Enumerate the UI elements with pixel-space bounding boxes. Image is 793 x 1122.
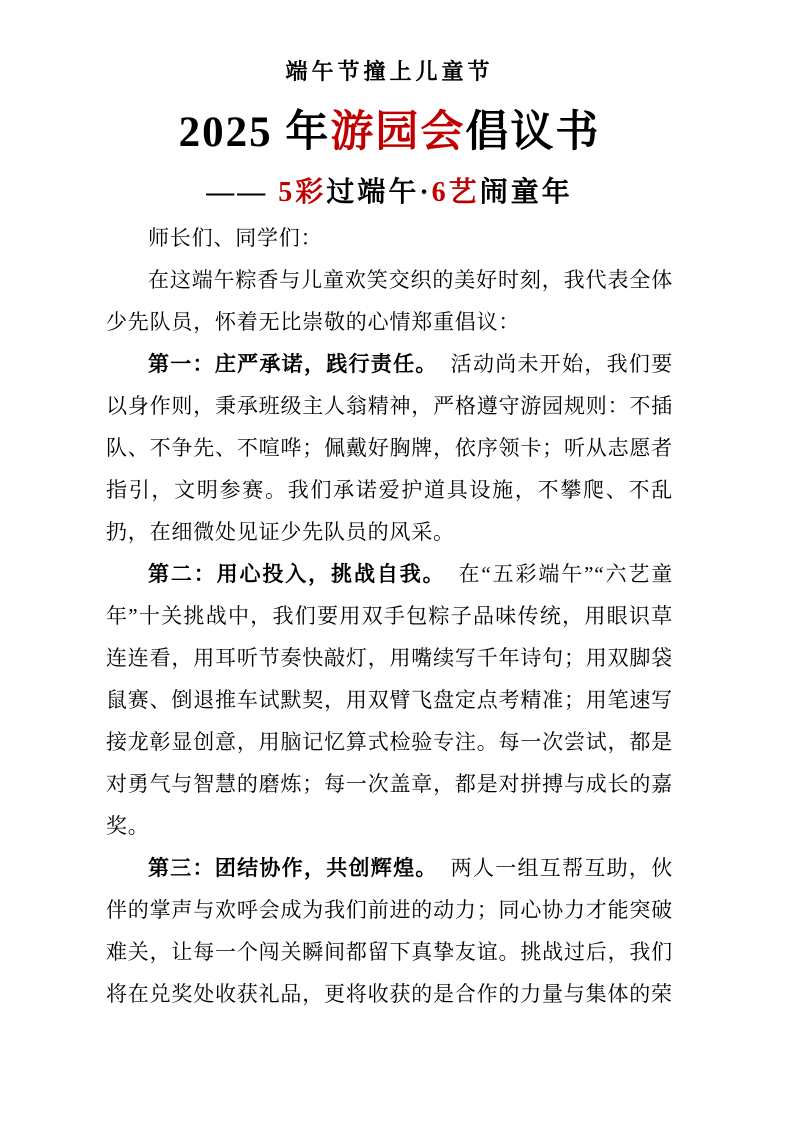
subtitle-seg2-black: 闹童年 — [479, 177, 573, 208]
paragraph-lead: 第一：庄严承诺，践行责任。 — [148, 352, 438, 376]
paragraph-first-point — [106, 343, 673, 553]
salutation-text: 师长们、同学们： — [148, 226, 323, 250]
eyebrow-title: 端午节撞上儿童节 — [285, 59, 494, 84]
main-title — [106, 107, 673, 159]
paragraph-intro — [106, 259, 673, 343]
paragraph-third-point — [106, 847, 673, 1015]
main-title-suffix: 倡议书 — [465, 109, 601, 156]
paragraph-text: 在这端午粽香与儿童欢笑交织的美好时刻，我代表全体少先队员，怀着无比崇敬的心情郑重倡议： — [106, 268, 673, 334]
subtitle-seg1-red: 5彩 — [278, 177, 327, 208]
paragraph-text: 活动尚未开始，我们要以身作则，秉承班级主人翁精神，严格遵守游园规则：不插队、不争先、不喧哗；佩戴好胸牌，依序领卡；听从志愿者指引，文明参赛。我们承诺爱护道具设施，不攀爬、不乱扔，在细微处见证少先队员的风采。 — [106, 352, 673, 544]
salutation — [106, 217, 673, 259]
paragraph-lead: 第三：团结协作，共创辉煌。 — [148, 856, 438, 880]
main-title-highlight: 游园会 — [330, 109, 466, 156]
paragraph-second-point — [106, 553, 673, 847]
paragraph-text: 在“五彩端午”“六艺童年”十关挑战中，我们要用双手包粽子品味传统，用眼识草连连看，用耳听节奏快敲灯，用嘴续写千年诗句；用双脚袋鼠赛、倒退推车试默契，用双臂飞盘定点考精准；用笔速写接龙彰显创意，用脑记忆算式检验专注。每一次尝试，都是对勇气与智慧的磨炼；每一次盖章，都是对拼搏与成长的嘉奖。 — [106, 562, 674, 838]
paragraph-text: 两人一组互帮互助，伙伴的掌声与欢呼会成为我们前进的动力；同心协力才能突破难关，让每一个闯关瞬间都留下真挚友谊。挑战过后，我们将在兑奖处收获礼品，更将收获的是合作的力量与集体的荣 — [106, 856, 673, 1006]
subtitle-seg1-black: 过端午 — [326, 177, 420, 208]
subtitle-seg2-red: 6艺 — [431, 177, 480, 208]
subtitle-dot: · — [419, 177, 432, 208]
document-body — [106, 217, 673, 1015]
main-title-year: 2025 年 — [178, 109, 331, 156]
subtitle-dash: —— — [206, 177, 269, 208]
subtitle — [106, 175, 673, 211]
paragraph-lead: 第二：用心投入，挑战自我。 — [148, 562, 446, 586]
